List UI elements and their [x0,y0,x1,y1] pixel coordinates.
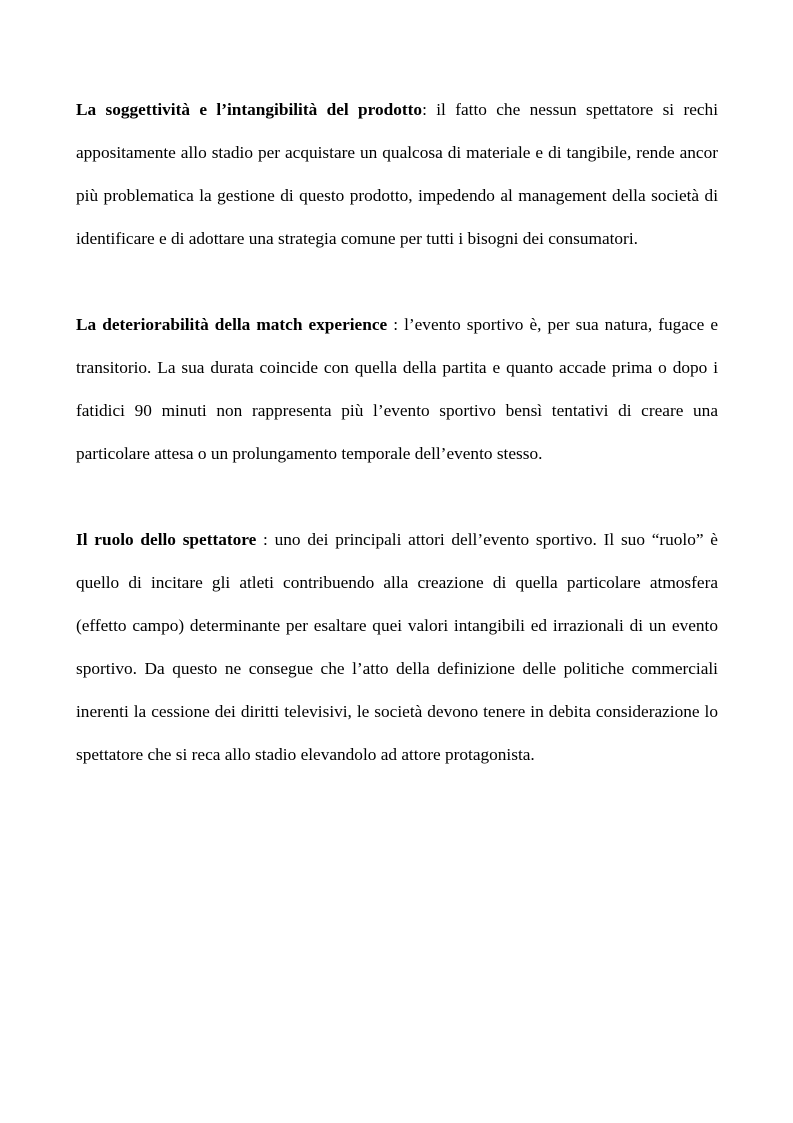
paragraph-heading: La soggettività e l’intangibilità del prodotto [76,100,423,119]
paragraph-heading: La deteriorabilità della match experience [76,315,388,334]
paragraph-body: : l’evento sportivo è, per sua natura, fugace e transitorio. La sua durata coincide con quella della partita e quanto accade prima o dopo i fatidici 90 minuti non rappresenta più l’evento sportivo bensì tentativi di creare una particolare attesa o un prolungamento temporale dell’evento stesso. [76,315,718,463]
paragraph-heading: Il ruolo dello spettatore [76,530,257,549]
paragraph-body: : il fatto che nessun spettatore si rechi appositamente allo stadio per acquistare un qualcosa di materiale e di tangibile, rende ancor più problematica la gestione di questo prodotto, impedendo al management della società di identificare e di adottare una strategia comune per tutti i bisogni dei consumatori. [76,100,719,248]
paragraph-body: : uno dei principali attori dell’evento sportivo. Il suo “ruolo” è quello di incitare gli atleti contribuendo alla creazione di quella particolare atmosfera (effetto campo) determinante per esaltare quei valori intangibili ed irrazionali di un evento sportivo. Da questo ne consegue che l’atto della definizione delle politiche commerciali inerenti la cessione dei diritti televisivi, le società devono tenere in debita considerazione lo spettatore che si reca allo stadio elevandolo ad attore protagonista. [76,530,718,764]
document-page [76,88,718,776]
paragraph-match-experience [76,303,718,475]
paragraph-product-intangibility [76,88,718,260]
paragraph-spectator-role [76,518,718,776]
